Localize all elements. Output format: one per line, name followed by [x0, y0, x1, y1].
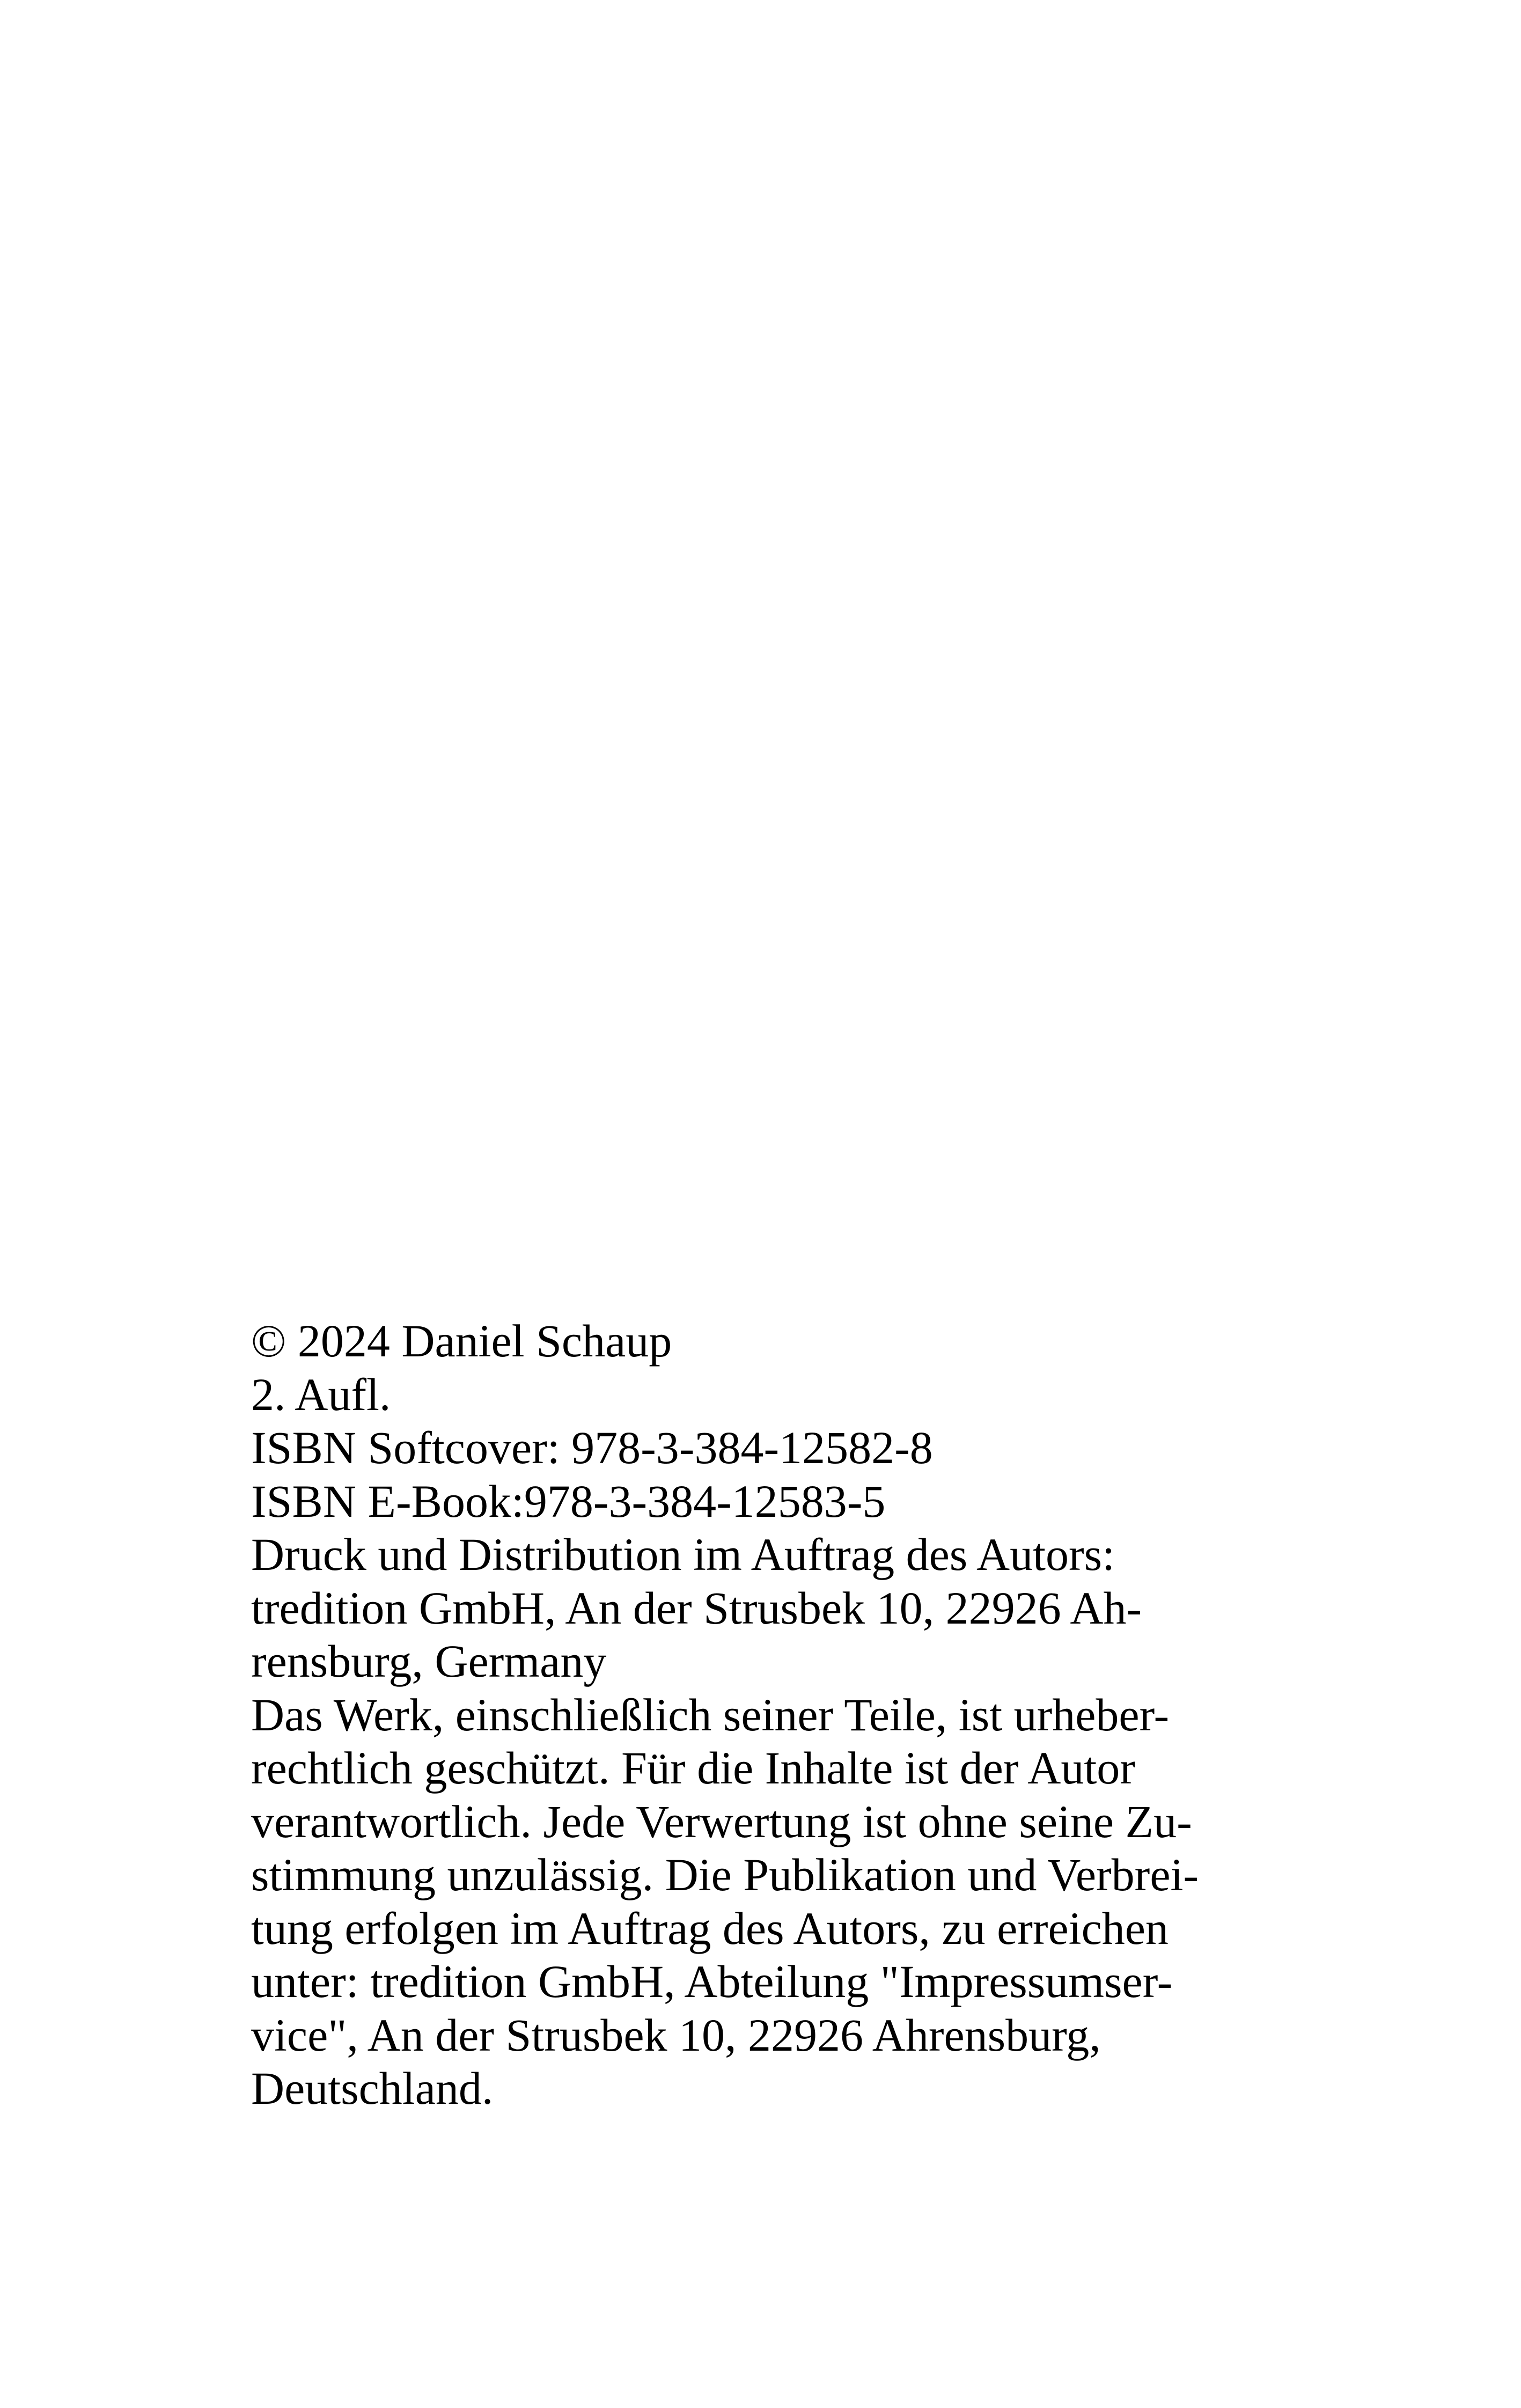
legal-notice-line: stimmung unzulässig. Die Publikation und Verbrei- — [251, 1849, 1199, 1900]
isbn-ebook-line: ISBN E-Book:978-3-384-12583-5 — [251, 1475, 886, 1527]
legal-notice-line: unter: tredition GmbH, Abteilung "Impressumser- — [251, 1956, 1173, 2007]
distribution-line: rensburg, Germany — [251, 1635, 607, 1687]
distribution-line: Druck und Distribution im Auftrag des Autors: — [251, 1529, 1115, 1580]
legal-notice-line: rechtlich geschützt. Für die Inhalte ist der Autor — [251, 1742, 1135, 1794]
legal-notice-line: Das Werk, einschließlich seiner Teile, ist urheber- — [251, 1688, 1170, 1741]
edition-line: 2. Aufl. — [251, 1368, 391, 1420]
imprint-block — [251, 1315, 1324, 2116]
legal-notice-line: tung erfolgen im Auftrag des Autors, zu erreichen — [251, 1902, 1169, 1954]
isbn-softcover-line: ISBN Softcover: 978-3-384-12582-8 — [251, 1422, 933, 1473]
copyright-line: © 2024 Daniel Schaup — [251, 1315, 672, 1367]
legal-notice-line: verantwortlich. Jede Verwertung ist ohne seine Zu- — [251, 1795, 1192, 1847]
legal-notice-line: Deutschland. — [251, 2062, 494, 2114]
distribution-line: tredition GmbH, An der Strusbek 10, 22926 Ah- — [251, 1582, 1142, 1634]
legal-notice-line: vice", An der Strusbek 10, 22926 Ahrensburg, — [251, 2009, 1101, 2061]
